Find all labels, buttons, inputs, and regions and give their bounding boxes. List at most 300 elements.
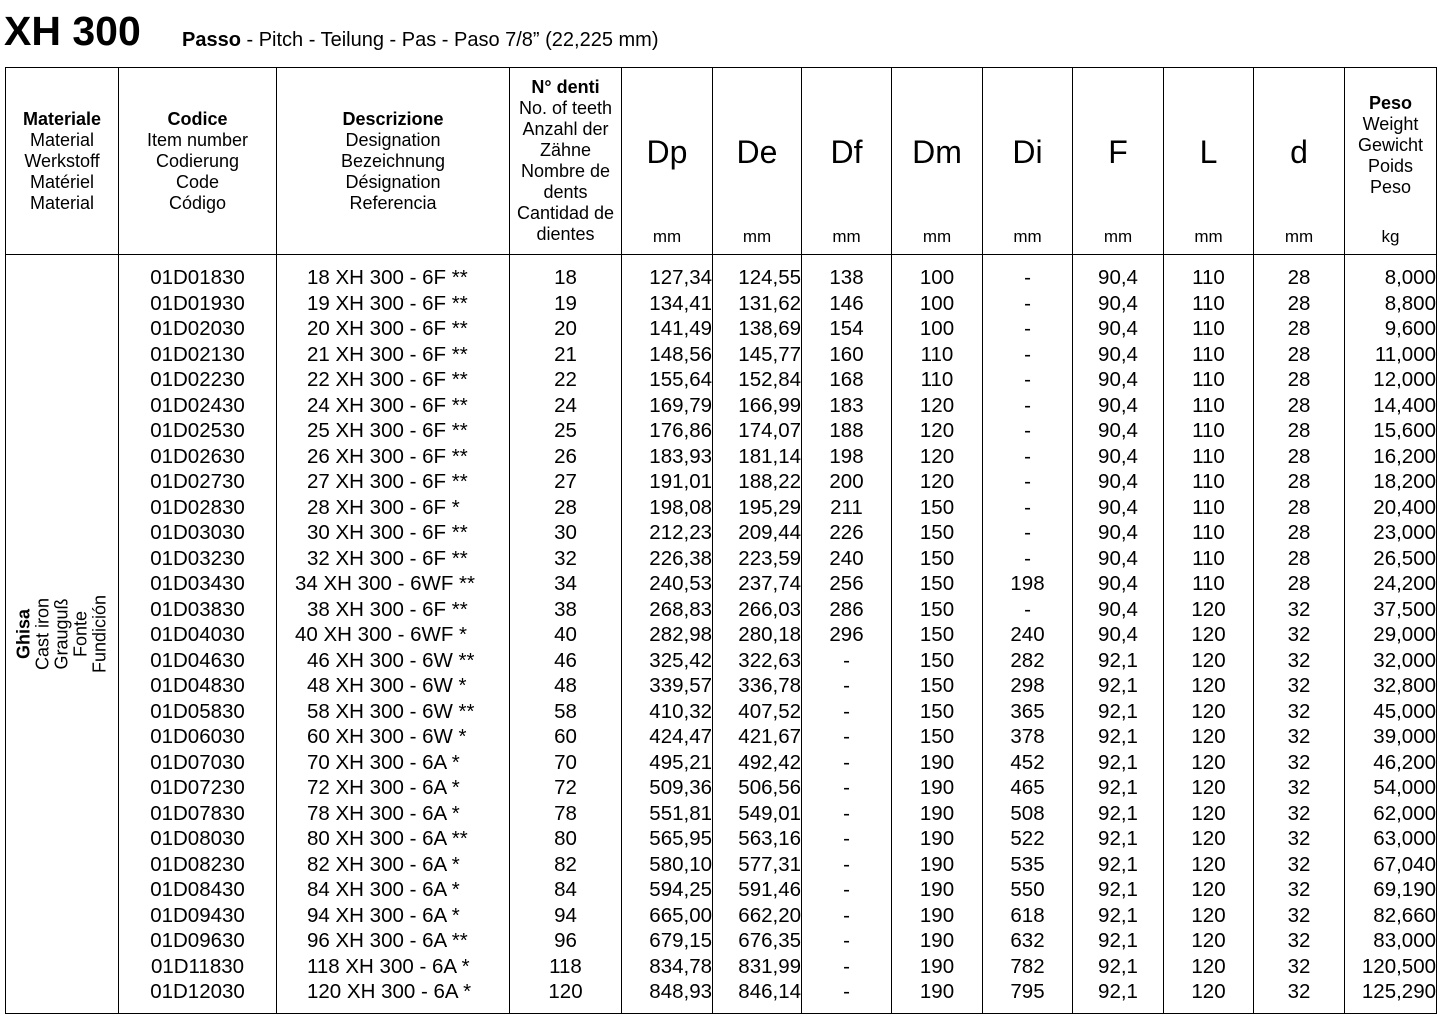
de-cell: 209,44: [738, 521, 801, 544]
f-cell: 92,1: [1098, 827, 1138, 850]
dm-cell: 110: [920, 342, 954, 366]
f-cell: 92,1: [1098, 929, 1138, 952]
dm-cell: 190: [919, 852, 955, 876]
l-cell: 120: [1191, 827, 1226, 850]
codice-cell: 01D02230: [150, 368, 245, 391]
sprocket-spec-table: [5, 67, 1437, 1014]
l-cell: 120: [1191, 776, 1226, 799]
di-values: [983, 255, 1072, 1013]
header-denti-line: Zähne: [539, 140, 592, 160]
de-cell: 336,78: [738, 674, 801, 697]
peso-cell: 29,000: [1373, 623, 1436, 646]
de-cell: 846,14: [738, 980, 801, 1003]
di-cell: 282: [1010, 648, 1045, 672]
descrizione-cell: 60 XH 300 - 6W *: [307, 725, 467, 748]
di-cell: 465: [1010, 776, 1045, 799]
descrizione-cell: 34 XH 300 - 6WF **: [295, 572, 476, 595]
d-cell: 32: [1287, 623, 1311, 646]
l-cell: 120: [1191, 903, 1226, 927]
header-dm-symbol: Dm: [912, 134, 962, 170]
denti-cell: 60: [554, 725, 577, 748]
codice-cell: 01D07030: [150, 750, 245, 774]
denti-cell: 46: [554, 648, 577, 672]
d-cell: 32: [1287, 750, 1311, 774]
de-cell: 174,07: [738, 419, 801, 442]
de-cell: 492,42: [738, 750, 801, 774]
descrizione-cell: 21 XH 300 - 6F **: [307, 342, 468, 366]
pitch-label-bold: Passo: [182, 29, 241, 51]
de-cell: 152,84: [738, 368, 801, 391]
d-cell: 28: [1287, 317, 1311, 340]
l-cell: 110: [1192, 521, 1225, 544]
df-cell: -: [843, 980, 850, 1003]
descrizione-cell: 46 XH 300 - 6W **: [307, 648, 475, 672]
header-de: [713, 68, 802, 255]
dp-cell: 226,38: [649, 546, 712, 570]
d-cell: 32: [1287, 674, 1311, 697]
f-cell: 92,1: [1098, 852, 1138, 876]
di-cell: -: [1024, 597, 1031, 621]
df-cell: 183: [829, 393, 864, 417]
df-cell: -: [843, 878, 850, 901]
l-values: [1164, 255, 1253, 1013]
descrizione-cell: 48 XH 300 - 6W *: [307, 674, 467, 697]
dp-cell: 325,42: [649, 648, 712, 672]
descrizione-cell: 26 XH 300 - 6F **: [307, 444, 468, 468]
material-line: Cast iron: [32, 597, 53, 670]
d-cell: 32: [1287, 852, 1311, 876]
di-cell: 298: [1010, 674, 1045, 697]
descrizione-cell: 24 XH 300 - 6F **: [307, 393, 468, 417]
peso-cell: 46,200: [1373, 750, 1436, 774]
col-descrizione: [277, 255, 510, 1014]
f-cell: 92,1: [1098, 648, 1138, 672]
di-cell: -: [1024, 495, 1031, 519]
col-de: [713, 255, 802, 1014]
dm-cell: 150: [919, 597, 955, 621]
df-cell: -: [843, 827, 850, 850]
d-cell: 28: [1287, 495, 1311, 519]
f-cell: 92,1: [1098, 725, 1138, 748]
denti-cell: 94: [554, 903, 577, 927]
f-cell: 92,1: [1098, 878, 1138, 901]
df-cell: 200: [829, 470, 864, 493]
material-label: [15, 595, 110, 673]
codice-cell: 01D04830: [150, 674, 245, 697]
l-cell: 110: [1192, 393, 1225, 417]
header-df-symbol: Df: [830, 134, 863, 170]
denti-cell: 72: [554, 776, 577, 799]
de-cell: 195,29: [738, 495, 801, 519]
de-cell: 549,01: [738, 801, 801, 825]
de-cell: 131,62: [738, 291, 801, 315]
f-cell: 90,4: [1098, 597, 1138, 621]
descrizione-cell: 120 XH 300 - 6A *: [307, 980, 472, 1003]
d-cell: 32: [1287, 776, 1311, 799]
denti-cell: 25: [554, 419, 577, 442]
dm-cell: 150: [919, 674, 955, 697]
dp-cell: 665,00: [649, 903, 712, 927]
f-cell: 90,4: [1098, 317, 1138, 340]
peso-cell: 67,040: [1373, 852, 1436, 876]
denti-cell: 20: [554, 317, 577, 340]
header-d: [1254, 68, 1345, 255]
material-line: Fundición: [89, 594, 110, 673]
codice-cell: 01D04630: [150, 648, 245, 672]
model-title: XH 300: [4, 8, 141, 54]
df-cell: -: [843, 674, 850, 697]
header-peso-line: Peso: [1369, 177, 1412, 197]
header-codice-line: Item number: [146, 129, 249, 150]
df-cell: 188: [829, 419, 864, 442]
header-l-unit: mm: [1194, 227, 1223, 246]
codice-cell: 01D02530: [150, 419, 245, 442]
dp-cell: 169,79: [649, 393, 712, 417]
de-cell: 322,63: [738, 648, 801, 672]
header-l-symbol: L: [1199, 134, 1218, 170]
de-cell: 506,56: [738, 776, 801, 799]
l-cell: 110: [1192, 495, 1225, 519]
header-materiale-line: Materiale: [22, 108, 102, 129]
denti-cell: 78: [554, 801, 577, 825]
material-line: Ghisa: [13, 608, 34, 659]
df-cell: 296: [829, 623, 864, 646]
denti-cell: 96: [554, 929, 577, 952]
df-cell: -: [843, 699, 850, 723]
l-cell: 120: [1191, 750, 1226, 774]
header-denti: [510, 68, 622, 255]
denti-cell: 19: [554, 291, 577, 315]
col-dm: [892, 255, 983, 1014]
codice-cell: 01D05830: [150, 699, 245, 723]
dm-values: [892, 255, 982, 1013]
codice-cell: 01D02630: [150, 444, 245, 468]
descrizione-cell: 38 XH 300 - 6F **: [307, 597, 468, 621]
dm-cell: 110: [920, 368, 954, 391]
peso-cell: 45,000: [1373, 699, 1436, 723]
d-cell: 32: [1287, 699, 1311, 723]
de-cell: 662,20: [738, 903, 801, 927]
df-cell: 211: [830, 495, 863, 519]
denti-cell: 80: [554, 827, 577, 850]
header-dm-unit: mm: [922, 227, 952, 246]
di-cell: 522: [1010, 827, 1045, 850]
descrizione-cell: 20 XH 300 - 6F **: [307, 317, 468, 340]
dm-cell: 120: [919, 393, 955, 417]
header-l: [1164, 68, 1254, 255]
header-dp-unit: mm: [652, 227, 682, 246]
f-values: [1073, 255, 1163, 1013]
df-values: [802, 255, 891, 1013]
descrizione-cell: 58 XH 300 - 6W **: [307, 699, 475, 723]
f-cell: 90,4: [1098, 368, 1138, 391]
peso-cell: 82,660: [1373, 903, 1436, 927]
codice-cell: 01D03830: [150, 597, 245, 621]
peso-cell: 11,000: [1374, 342, 1436, 366]
dm-cell: 190: [919, 878, 955, 901]
descrizione-cell: 25 XH 300 - 6F **: [307, 419, 468, 442]
header-row: [6, 68, 1437, 255]
l-cell: 120: [1191, 801, 1226, 825]
f-cell: 90,4: [1098, 546, 1138, 570]
di-cell: 550: [1010, 878, 1045, 901]
l-cell: 120: [1191, 699, 1226, 723]
de-cell: 407,52: [738, 699, 801, 723]
de-cell: 145,77: [738, 342, 801, 366]
header-peso-line: Gewicht: [1357, 135, 1424, 155]
d-cell: 32: [1287, 980, 1311, 1003]
denti-cell: 84: [554, 878, 577, 901]
codice-cell: 01D03030: [150, 521, 245, 544]
de-cell: 166,99: [738, 393, 801, 417]
f-cell: 90,4: [1098, 470, 1138, 493]
dm-cell: 150: [919, 648, 955, 672]
df-cell: -: [843, 648, 850, 672]
l-cell: 110: [1192, 342, 1225, 366]
descrizione-cell: 82 XH 300 - 6A *: [307, 852, 460, 876]
header-di-unit: mm: [1013, 227, 1042, 246]
di-cell: -: [1024, 368, 1031, 391]
peso-cell: 54,000: [1373, 776, 1436, 799]
di-cell: -: [1024, 266, 1031, 289]
f-cell: 92,1: [1098, 674, 1138, 697]
de-values: [713, 255, 801, 1013]
de-cell: 280,18: [738, 623, 801, 646]
l-cell: 110: [1192, 317, 1225, 340]
di-cell: 378: [1010, 725, 1045, 748]
descrizione-cell: 28 XH 300 - 6F *: [307, 495, 460, 519]
col-f: [1073, 255, 1164, 1014]
peso-cell: 83,000: [1373, 929, 1436, 952]
dp-cell: 679,15: [649, 929, 712, 952]
descrizione-cell: 78 XH 300 - 6A *: [307, 801, 460, 825]
de-cell: 237,74: [738, 572, 801, 595]
codice-cell: 01D07830: [150, 801, 245, 825]
d-cell: 28: [1287, 572, 1311, 595]
d-cell: 32: [1287, 903, 1311, 927]
d-cell: 32: [1287, 878, 1311, 901]
header-f-unit: mm: [1103, 227, 1133, 246]
col-d: [1254, 255, 1345, 1014]
descrizione-cell: 118 XH 300 - 6A *: [307, 954, 470, 978]
dp-cell: 198,08: [649, 495, 712, 519]
header-dm: [892, 68, 983, 255]
header-codice: [119, 68, 277, 255]
header-descrizione-line: Referencia: [349, 192, 437, 213]
dm-cell: 120: [919, 444, 955, 468]
codice-cell: 01D11830: [150, 954, 245, 978]
codice-cell: 01D09630: [150, 929, 245, 952]
peso-cell: 32,000: [1373, 648, 1436, 672]
d-cell: 32: [1287, 648, 1311, 672]
header-peso-line: Weight: [1362, 114, 1419, 134]
descrizione-cell: 94 XH 300 - 6A *: [307, 903, 460, 927]
di-cell: 240: [1010, 623, 1045, 646]
l-cell: 120: [1191, 725, 1226, 748]
de-cell: 223,59: [738, 546, 801, 570]
descrizione-cell: 22 XH 300 - 6F **: [307, 368, 468, 391]
header-peso-unit: kg: [1381, 227, 1400, 246]
material-line: Fonte: [70, 610, 91, 657]
dp-cell: 565,95: [649, 827, 712, 850]
header-di: [983, 68, 1073, 255]
dp-cell: 580,10: [649, 852, 712, 876]
codice-cell: 01D02030: [150, 317, 245, 340]
dp-cell: 134,41: [649, 291, 712, 315]
peso-values: [1345, 255, 1436, 1013]
f-cell: 90,4: [1098, 444, 1138, 468]
de-cell: 421,67: [738, 725, 801, 748]
de-cell: 591,46: [738, 878, 801, 901]
l-cell: 120: [1191, 648, 1226, 672]
descrizione-cell: 72 XH 300 - 6A *: [307, 776, 460, 799]
header-denti-line: Nombre de: [520, 161, 611, 181]
header-denti-line: dents: [543, 182, 588, 202]
de-cell: 188,22: [738, 470, 801, 493]
codice-cell: 01D04030: [150, 623, 245, 646]
dp-cell: 848,93: [649, 980, 712, 1003]
codice-cell: 01D02130: [150, 342, 245, 366]
df-cell: 160: [829, 342, 864, 366]
col-dp: [622, 255, 713, 1014]
df-cell: 154: [829, 317, 864, 340]
denti-cell: 48: [554, 674, 577, 697]
header-codice-line: Codierung: [155, 150, 240, 171]
d-cell: 32: [1287, 954, 1311, 978]
f-cell: 92,1: [1098, 699, 1138, 723]
descrizione-values: [277, 255, 509, 1013]
peso-cell: 12,000: [1373, 368, 1436, 391]
f-cell: 90,4: [1098, 342, 1138, 366]
f-cell: 90,4: [1098, 521, 1138, 544]
l-cell: 120: [1191, 674, 1226, 697]
dm-cell: 190: [919, 801, 955, 825]
d-values: [1254, 255, 1344, 1013]
dm-cell: 100: [919, 291, 955, 315]
di-cell: -: [1024, 521, 1031, 544]
de-cell: 266,03: [738, 597, 801, 621]
header-d-symbol: d: [1290, 134, 1308, 170]
descrizione-cell: 84 XH 300 - 6A *: [307, 878, 460, 901]
f-cell: 90,4: [1098, 572, 1138, 595]
denti-cell: 28: [554, 495, 577, 519]
denti-cell: 22: [554, 368, 577, 391]
di-cell: -: [1024, 291, 1031, 315]
dm-cell: 150: [919, 699, 955, 723]
df-cell: 286: [829, 597, 864, 621]
df-cell: -: [843, 903, 850, 927]
peso-cell: 32,800: [1373, 674, 1436, 697]
df-cell: -: [843, 801, 850, 825]
df-cell: 168: [829, 368, 864, 391]
dp-cell: 148,56: [649, 342, 712, 366]
denti-cell: 120: [548, 980, 583, 1003]
codice-values: [119, 255, 276, 1013]
dp-cell: 212,23: [649, 521, 712, 544]
d-cell: 32: [1287, 597, 1311, 621]
f-cell: 90,4: [1098, 623, 1138, 646]
peso-cell: 16,200: [1373, 444, 1436, 468]
header-materiale-line: Material: [29, 192, 95, 213]
dm-cell: 150: [919, 572, 955, 595]
dm-cell: 150: [919, 623, 955, 646]
header-descrizione-line: Descrizione: [342, 108, 444, 129]
di-cell: 452: [1010, 750, 1045, 774]
header-materiale-line: Matériel: [29, 171, 95, 192]
d-cell: 28: [1287, 419, 1311, 442]
header-di-symbol: Di: [1012, 134, 1043, 170]
d-cell: 32: [1287, 801, 1311, 825]
f-cell: 90,4: [1098, 266, 1138, 289]
descrizione-cell: 27 XH 300 - 6F **: [307, 470, 468, 493]
peso-cell: 8,800: [1384, 291, 1436, 315]
f-cell: 90,4: [1098, 393, 1138, 417]
peso-cell: 20,400: [1373, 495, 1436, 519]
peso-cell: 23,000: [1373, 521, 1436, 544]
dp-cell: 424,47: [649, 725, 712, 748]
di-cell: -: [1024, 342, 1031, 366]
df-cell: -: [843, 776, 850, 799]
header-descrizione-line: Bezeichnung: [340, 150, 446, 171]
peso-cell: 9,600: [1384, 317, 1436, 340]
codice-cell: 01D02430: [150, 393, 245, 417]
di-cell: 782: [1010, 954, 1045, 978]
df-cell: -: [843, 929, 850, 952]
di-cell: 632: [1010, 929, 1045, 952]
header-de-unit: mm: [742, 227, 772, 246]
l-cell: 120: [1191, 929, 1226, 952]
l-cell: 120: [1191, 852, 1226, 876]
df-cell: -: [843, 750, 850, 774]
f-cell: 92,1: [1098, 980, 1138, 1003]
dp-cell: 834,78: [649, 954, 712, 978]
di-cell: -: [1024, 444, 1031, 468]
col-l: [1164, 255, 1254, 1014]
dp-cell: 191,01: [649, 470, 712, 493]
d-cell: 28: [1287, 444, 1311, 468]
di-cell: 198: [1010, 572, 1045, 595]
header-materiale-line: Werkstoff: [24, 150, 100, 171]
header-dp: [622, 68, 713, 255]
dp-cell: 127,34: [649, 266, 712, 289]
col-di: [983, 255, 1073, 1014]
f-cell: 90,4: [1098, 419, 1138, 442]
di-cell: 365: [1010, 699, 1045, 723]
descrizione-cell: 19 XH 300 - 6F **: [307, 291, 468, 315]
header-descrizione-line: Designation: [345, 129, 441, 150]
l-cell: 120: [1191, 954, 1226, 978]
header-denti-line: N° denti: [531, 77, 600, 97]
de-cell: 563,16: [738, 827, 801, 850]
header-denti-line: Anzahl der: [522, 119, 609, 139]
header-de-symbol: De: [736, 134, 778, 170]
dm-cell: 100: [919, 266, 955, 289]
header-materiale-line: Material: [29, 129, 95, 150]
dp-cell: 141,49: [649, 317, 712, 340]
peso-cell: 15,600: [1373, 419, 1436, 442]
peso-cell: 18,200: [1373, 470, 1436, 493]
codice-cell: 01D12030: [150, 980, 245, 1003]
codice-cell: 01D08030: [150, 827, 245, 850]
df-cell: -: [843, 954, 850, 978]
di-cell: 795: [1010, 980, 1045, 1003]
d-cell: 28: [1287, 470, 1311, 493]
dp-cell: 268,83: [649, 597, 712, 621]
codice-cell: 01D01830: [150, 266, 245, 289]
l-cell: 120: [1191, 980, 1226, 1003]
l-cell: 120: [1191, 878, 1226, 901]
peso-cell: 26,500: [1373, 546, 1436, 570]
